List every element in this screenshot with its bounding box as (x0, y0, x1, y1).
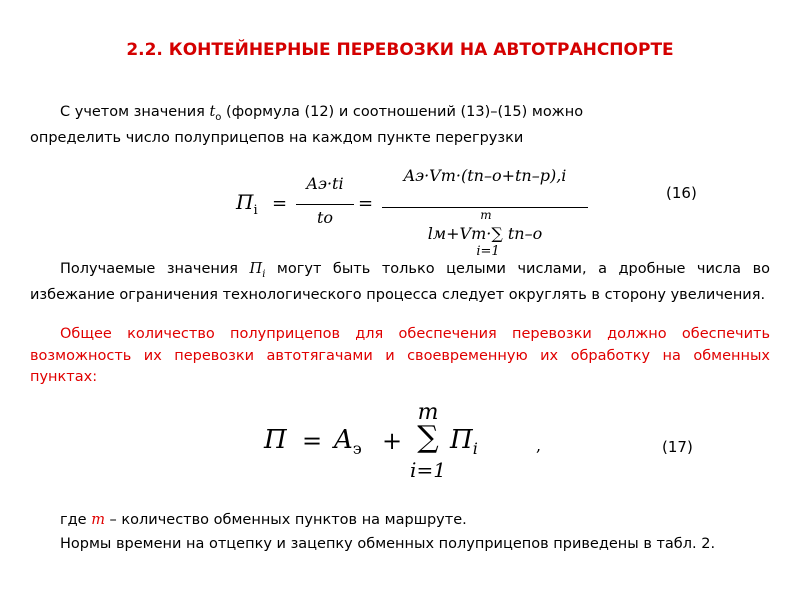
formula16-number: (16) (666, 184, 697, 202)
t-subscript: о (215, 111, 222, 123)
intro-line1-post: (формула (12) и соотношений (13)–(15) можно (221, 104, 584, 120)
intro-paragraph (30, 102, 770, 150)
formula16-equals-2: = (358, 193, 374, 214)
formula17-lhs: П (264, 425, 287, 455)
formula16-frac2-denominator: lм+Vт·∑ tп–о (427, 224, 543, 243)
m-symbol: m (91, 512, 105, 528)
formula16-frac1-numerator: Aэ·ti (306, 174, 344, 193)
t-symbol: t (209, 104, 216, 120)
formula16-frac2-numerator: Aэ·Vт·(tп–о+tп–р),i (403, 166, 567, 185)
formula16-sum-bottom: i=1 (476, 244, 500, 259)
formula16-frac1-bar (296, 204, 354, 205)
formula17-equals: = (302, 427, 323, 455)
formula16-sum-top: m (480, 208, 492, 222)
formula16-equals-1: = (272, 193, 288, 214)
paragraph-where-m: где m – количество обменных пунктов на маршруте. (60, 512, 467, 528)
formula17-term2: $П_i$ (450, 425, 478, 459)
paragraph-time-norms: Нормы времени на отцепку и зацепку обменных полуприцепов приведены в табл. 2. (60, 536, 716, 552)
formula17-sum-bottom: i=1 (410, 458, 446, 482)
intro-line2: определить число полуприцепов на каждом пункте перегрузки (30, 130, 524, 147)
formula17-term1: $A_э$ (334, 425, 362, 459)
formula17-sum-top: m (417, 400, 439, 425)
formula17-sum-symbol: ∑ (417, 420, 439, 455)
intro-line1-pre: С учетом значения (60, 104, 210, 120)
formula16-lhs: $П_i$ (236, 190, 258, 218)
formula17-number: (17) (662, 438, 693, 456)
formula16-frac1-denominator: tо (316, 208, 334, 227)
formula17-comma: , (536, 436, 542, 455)
paragraph-integer-values: Получаемые значения $П_i$ могут быть только целыми числами, а дробные числа во избежание ограничения технологического процесса следует округлять в сторону увеличения. (30, 261, 770, 304)
slide-title: 2.2. КОНТЕЙНЕРНЫЕ ПЕРЕВОЗКИ НА АВТОТРАНСПОРТЕ (126, 40, 674, 60)
paragraph-total-semitrailers: Общее количество полуприцепов для обеспечения перевозки должно обеспечить возможность их перевозки автотягачами и своевременную их обработку на обменных пунктах: (30, 326, 770, 385)
formula17-plus: + (382, 427, 403, 455)
